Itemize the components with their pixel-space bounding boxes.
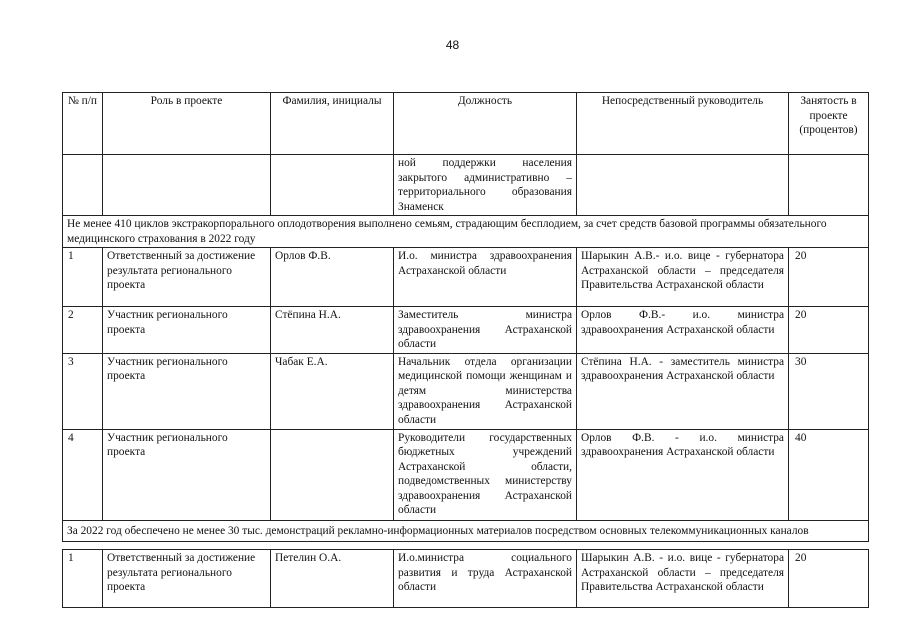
row-name: Петелин О.А.	[271, 550, 394, 608]
table-row	[63, 353, 869, 429]
table-row	[63, 550, 869, 608]
row-role: Участник регионального проекта	[103, 429, 271, 520]
section-title-row	[63, 216, 869, 248]
row-num: 3	[63, 353, 103, 429]
row-supervisor: Шарыкин А.В. - и.о. вице - губернатора Астраханской области – председателя Правительства Астраханской области	[577, 550, 789, 608]
row-role: Ответственный за достижение результата регионального проекта	[103, 550, 271, 608]
header-num: № п/п	[63, 93, 103, 155]
header-name: Фамилия, инициалы	[271, 93, 394, 155]
header-load: Занятость в проекте (процентов)	[789, 93, 869, 155]
continuation-position: ной поддержки населения закрытого административно – территориального образования Знаменск	[394, 155, 577, 216]
table-row	[63, 307, 869, 354]
row-supervisor: Орлов Ф.В. - и.о. министра здравоохранения Астраханской области	[577, 429, 789, 520]
row-name: Стёпина Н.А.	[271, 307, 394, 354]
row-load: 40	[789, 429, 869, 520]
row-position: И.о. министра здравоохранения Астраханской области	[394, 248, 577, 307]
row-role: Участник регионального проекта	[103, 307, 271, 354]
row-load: 20	[789, 307, 869, 354]
project-team-table	[62, 92, 869, 608]
row-role: Участник регионального проекта	[103, 353, 271, 429]
table-row	[63, 429, 869, 520]
row-name	[271, 429, 394, 520]
row-position: Руководители государственных бюджетных учреждений Астраханской области, подведомственных министерству здравоохранения Астраханской области	[394, 429, 577, 520]
header-role: Роль в проекте	[103, 93, 271, 155]
section1-title: Не менее 410 циклов экстракорпорального оплодотворения выполнено семьям, страдающим бесплодием, за счет средств базовой программы обязательного медицинского страхования в 2022 году	[63, 216, 869, 248]
row-load: 20	[789, 248, 869, 307]
row-supervisor: Шарыкин А.В.- и.о. вице - губернатора Астраханской области – председателя Правительства Астраханской области	[577, 248, 789, 307]
row-position: Заместитель министра здравоохранения Астраханской области	[394, 307, 577, 354]
table-header-row	[63, 93, 869, 155]
spacer-row	[63, 542, 869, 550]
section-title-row	[63, 520, 869, 542]
row-num: 2	[63, 307, 103, 354]
row-name: Орлов Ф.В.	[271, 248, 394, 307]
row-num: 1	[63, 550, 103, 608]
row-name: Чабак Е.А.	[271, 353, 394, 429]
header-supervisor: Непосредственный руководитель	[577, 93, 789, 155]
row-load: 20	[789, 550, 869, 608]
row-supervisor: Стёпина Н.А. - заместитель министра здравоохранения Астраханской области	[577, 353, 789, 429]
header-position: Должность	[394, 93, 577, 155]
section2-title: За 2022 год обеспечено не менее 30 тыс. демонстраций рекламно-информационных материалов посредством основных телекоммуникационных каналов	[63, 520, 869, 542]
row-num: 4	[63, 429, 103, 520]
table-row	[63, 248, 869, 307]
continuation-row	[63, 155, 869, 216]
row-supervisor: Орлов Ф.В.- и.о. министра здравоохранения Астраханской области	[577, 307, 789, 354]
row-position: И.о.министра социального развития и труда Астраханской области	[394, 550, 577, 608]
row-load: 30	[789, 353, 869, 429]
row-num: 1	[63, 248, 103, 307]
row-position: Начальник отдела организации медицинской помощи женщинам и детям министерства здравоохранения Астраханской области	[394, 353, 577, 429]
row-role: Ответственный за достижение результата регионального проекта	[103, 248, 271, 307]
page-number: 48	[445, 38, 460, 52]
